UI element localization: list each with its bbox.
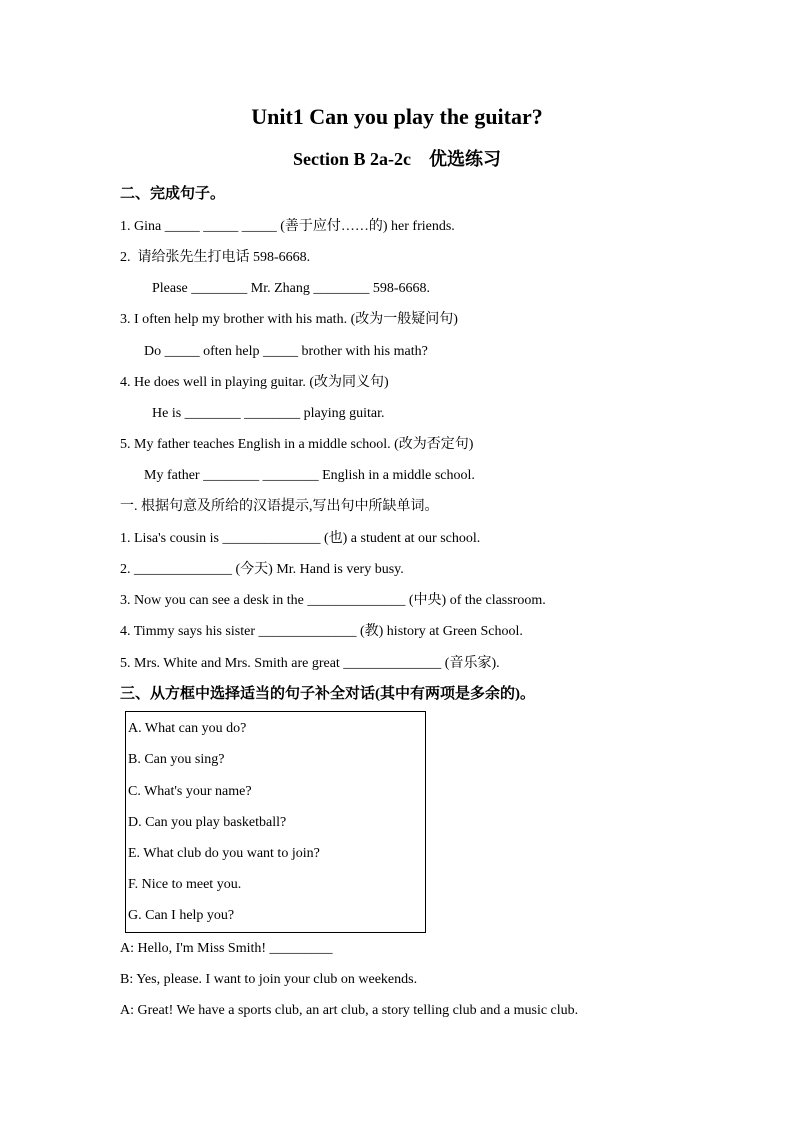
sentence-item: Please ________ Mr. Zhang ________ 598-6668. bbox=[152, 281, 431, 296]
fill-blank-item: 3. Now you can see a desk in the ______________ (中央) of the classroom. bbox=[120, 593, 546, 608]
sentence-item: He is ________ ________ playing guitar. bbox=[152, 406, 385, 421]
section-3-heading: 三、从方框中选择适当的句子补全对话(其中有两项是多余的)。 bbox=[120, 686, 535, 702]
section-2-heading: 二、完成句子。 bbox=[120, 186, 226, 202]
fill-blank-item: 4. Timmy says his sister ______________ (教) history at Green School. bbox=[120, 624, 523, 639]
page-title: Unit1 Can you play the guitar? bbox=[251, 104, 543, 129]
sentence-item: 2. 请给张先生打电话 598-6668. bbox=[120, 250, 311, 265]
section-1-heading: 一. 根据句意及所给的汉语提示,写出句中所缺单词。 bbox=[120, 499, 439, 514]
fill-blank-item: 1. Lisa's cousin is ______________ (也) a student at our school. bbox=[120, 531, 481, 546]
option-item: A. What can you do? bbox=[128, 721, 247, 736]
dialogue-line: A: Great! We have a sports club, an art club, a story telling club and a music club. bbox=[120, 1003, 579, 1018]
sentence-item: 3. I often help my brother with his math. (改为一般疑问句) bbox=[120, 312, 458, 327]
page-subtitle: Section B 2a-2c 优选练习 bbox=[293, 149, 501, 169]
sentence-item: 5. My father teaches English in a middle school. (改为否定句) bbox=[120, 437, 474, 452]
sentence-item: 1. Gina _____ _____ _____ (善于应付……的) her friends. bbox=[120, 219, 455, 234]
option-item: C. What's your name? bbox=[128, 784, 252, 799]
fill-blank-item: 5. Mrs. White and Mrs. Smith are great ______________ (音乐家). bbox=[120, 656, 500, 671]
option-item: D. Can you play basketball? bbox=[128, 815, 287, 830]
option-item: F. Nice to meet you. bbox=[128, 877, 242, 892]
sentence-item: My father ________ ________ English in a middle school. bbox=[144, 468, 475, 483]
option-item: B. Can you sing? bbox=[128, 752, 225, 767]
dialogue-line: B: Yes, please. I want to join your club on weekends. bbox=[120, 972, 418, 987]
option-item: E. What club do you want to join? bbox=[128, 846, 320, 861]
dialogue-line: A: Hello, I'm Miss Smith! _________ bbox=[120, 941, 333, 956]
sentence-item: 4. He does well in playing guitar. (改为同义句) bbox=[120, 375, 389, 390]
fill-blank-item: 2. ______________ (今天) Mr. Hand is very busy. bbox=[120, 562, 404, 577]
option-item: G. Can I help you? bbox=[128, 908, 235, 923]
sentence-item: Do _____ often help _____ brother with his math? bbox=[144, 344, 428, 359]
options-box bbox=[125, 711, 426, 933]
